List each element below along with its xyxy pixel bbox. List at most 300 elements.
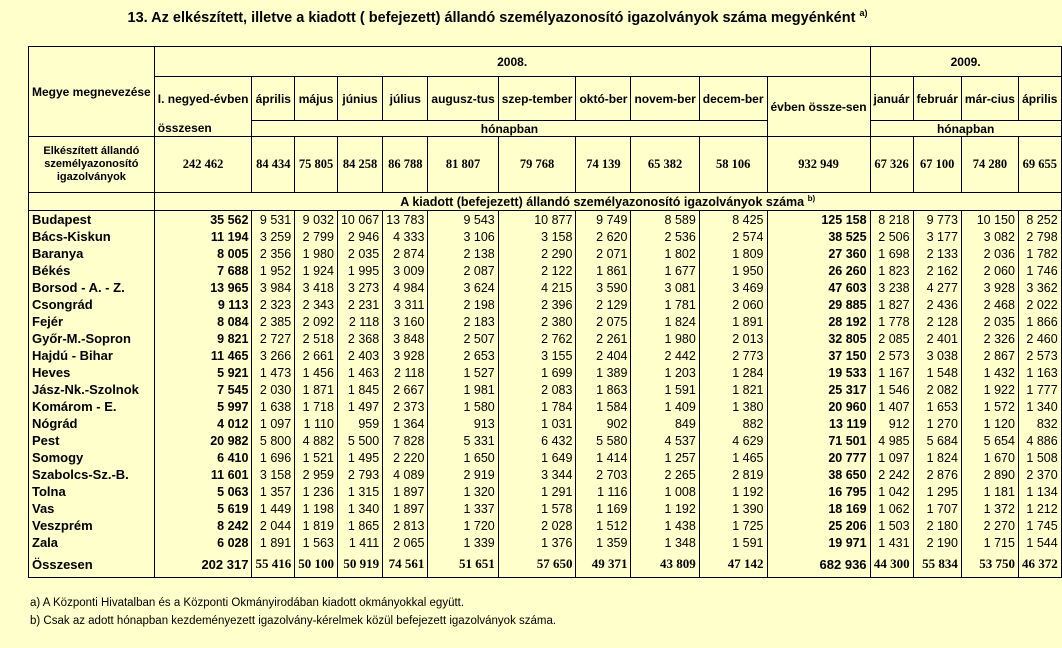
table-row [29, 500, 1062, 517]
cell-value: 4 215 [498, 279, 576, 296]
cell-value: 2 075 [576, 313, 631, 330]
cell-value: 1 653 [913, 398, 961, 415]
cell-value: 1 438 [631, 517, 699, 534]
cell-value: 3 624 [428, 279, 498, 296]
cell-value: 3 984 [252, 279, 295, 296]
cell-value: 19 533 [767, 364, 870, 381]
cell-value: 2 035 [337, 245, 382, 262]
cell-value: 1 465 [699, 449, 767, 466]
county-name: Csongrád [29, 296, 155, 313]
cell-value: 38 650 [767, 466, 870, 483]
cell-value: 2 060 [699, 296, 767, 313]
cell-value: 2 370 [1018, 466, 1061, 483]
cell-value: 38 525 [767, 228, 870, 245]
cell-value: 1 995 [337, 262, 382, 279]
cell-value: 1 591 [631, 381, 699, 398]
table-row [29, 262, 1062, 279]
cell-value: 1 389 [576, 364, 631, 381]
county-name: Békés [29, 262, 155, 279]
cell-value: 1 718 [295, 398, 338, 415]
table-row [29, 347, 1062, 364]
cell-value: 1 364 [383, 415, 428, 432]
cell-value: 1 284 [699, 364, 767, 381]
cell-value: 11 194 [154, 228, 252, 245]
cell-value: 3 155 [498, 347, 576, 364]
cell-value: 1 295 [913, 483, 961, 500]
cell-value: 1 495 [337, 449, 382, 466]
cell-value: 9 773 [913, 211, 961, 229]
cell-value: 2 385 [252, 313, 295, 330]
county-name: Budapest [29, 211, 155, 229]
cell-value: 1 407 [870, 398, 913, 415]
cell-value: 1 952 [252, 262, 295, 279]
col-header-2009: már-cius [961, 77, 1018, 121]
cell-value: 2 573 [1018, 347, 1061, 364]
cell-value: 3 106 [428, 228, 498, 245]
cell-value: 1 698 [870, 245, 913, 262]
cell-value: 2 083 [498, 381, 576, 398]
cell-value: 4 629 [699, 432, 767, 449]
cell-value: 2 518 [295, 330, 338, 347]
prepared-value: 74 280 [961, 137, 1018, 193]
cell-value: 1 823 [870, 262, 913, 279]
cell-value: 3 238 [870, 279, 913, 296]
prepared-value: 67 326 [870, 137, 913, 193]
cell-value: 1 372 [961, 500, 1018, 517]
cell-value: 13 965 [154, 279, 252, 296]
cell-value: 10 150 [961, 211, 1018, 229]
issued-heading [154, 193, 1061, 211]
cell-value: 2 092 [295, 313, 338, 330]
cell-value: 1 819 [295, 517, 338, 534]
cell-value: 2 573 [870, 347, 913, 364]
cell-value: 902 [576, 415, 631, 432]
cell-value: 2 028 [498, 517, 576, 534]
total-value: 55 416 [252, 551, 295, 578]
cell-value: 913 [428, 415, 498, 432]
cell-value: 1 891 [252, 534, 295, 551]
cell-value: 1 390 [699, 500, 767, 517]
cell-value: 1 203 [631, 364, 699, 381]
issued-footnote-mark: b) [807, 193, 816, 203]
cell-value: 1 456 [295, 364, 338, 381]
cell-value: 2 133 [913, 245, 961, 262]
cell-value: 1 824 [631, 313, 699, 330]
cell-value: 1 167 [870, 364, 913, 381]
total-value: 49 371 [576, 551, 631, 578]
cell-value: 71 501 [767, 432, 870, 449]
cell-value: 9 113 [154, 296, 252, 313]
cell-value: 8 084 [154, 313, 252, 330]
table-row [29, 313, 1062, 330]
cell-value: 5 580 [576, 432, 631, 449]
cell-value: 20 777 [767, 449, 870, 466]
cell-value: 3 158 [252, 466, 295, 483]
cell-value: 6 410 [154, 449, 252, 466]
cell-value: 5 921 [154, 364, 252, 381]
cell-value: 2 396 [498, 296, 576, 313]
cell-value: 26 260 [767, 262, 870, 279]
cell-value: 1 845 [337, 381, 382, 398]
cell-value: 1 163 [1018, 364, 1061, 381]
cell-value: 2 183 [428, 313, 498, 330]
cell-value: 4 537 [631, 432, 699, 449]
cell-value: 1 212 [1018, 500, 1061, 517]
cell-value: 4 277 [913, 279, 961, 296]
cell-value: 5 800 [252, 432, 295, 449]
cell-value: 1 777 [1018, 381, 1061, 398]
cell-value: 1 134 [1018, 483, 1061, 500]
cell-value: 2 261 [576, 330, 631, 347]
cell-value: 2 536 [631, 228, 699, 245]
cell-value: 2 404 [576, 347, 631, 364]
col-header-2009: január [870, 77, 913, 121]
total-value: 50 100 [295, 551, 338, 578]
cell-value: 3 469 [699, 279, 767, 296]
sum-label: összesen [154, 121, 252, 137]
col-header-2008: I. negyed-évben [154, 77, 252, 121]
cell-value: 1 340 [337, 500, 382, 517]
cell-value: 2 326 [961, 330, 1018, 347]
cell-value: 2 874 [383, 245, 428, 262]
total-value: 46 372 [1018, 551, 1061, 578]
col-header-2008: októ-ber [576, 77, 631, 121]
cell-value: 1 871 [295, 381, 338, 398]
county-name: Szabolcs-Sz.-B. [29, 466, 155, 483]
cell-value: 2 507 [428, 330, 498, 347]
cell-value: 3 928 [383, 347, 428, 364]
cell-value: 1 357 [252, 483, 295, 500]
cell-value: 2 653 [428, 347, 498, 364]
cell-value: 3 158 [498, 228, 576, 245]
total-row [29, 551, 1062, 578]
cell-value: 6 432 [498, 432, 576, 449]
cell-value: 2 071 [576, 245, 631, 262]
prepared-value: 65 382 [631, 137, 699, 193]
prepared-value: 84 258 [337, 137, 382, 193]
col-header-2008: novem-ber [631, 77, 699, 121]
cell-value: 1 781 [631, 296, 699, 313]
cell-value: 28 192 [767, 313, 870, 330]
prepared-value: 932 949 [767, 137, 870, 193]
total-value: 50 919 [337, 551, 382, 578]
cell-value: 1 198 [295, 500, 338, 517]
cell-value: 5 684 [913, 432, 961, 449]
cell-value: 35 562 [154, 211, 252, 229]
cell-value: 2 799 [295, 228, 338, 245]
county-name: Heves [29, 364, 155, 381]
cell-value: 1 649 [498, 449, 576, 466]
county-header: Megye megnevezése [29, 47, 155, 137]
cell-value: 3 266 [252, 347, 295, 364]
county-name: Zala [29, 534, 155, 551]
cell-value: 2 118 [337, 313, 382, 330]
cell-value: 8 242 [154, 517, 252, 534]
cell-value: 1 411 [337, 534, 382, 551]
cell-value: 1 572 [961, 398, 1018, 415]
cell-value: 3 928 [961, 279, 1018, 296]
county-name: Tolna [29, 483, 155, 500]
cell-value: 25 206 [767, 517, 870, 534]
cell-value: 1 337 [428, 500, 498, 517]
county-name: Vas [29, 500, 155, 517]
cell-value: 2 180 [913, 517, 961, 534]
cell-value: 8 252 [1018, 211, 1061, 229]
cell-value: 2 036 [961, 245, 1018, 262]
cell-value: 16 795 [767, 483, 870, 500]
col-header-2008: szep-tember [498, 77, 576, 121]
prepared-label: Elkészített állandó személyazonosító igazolványok [29, 137, 155, 193]
cell-value: 1 497 [337, 398, 382, 415]
cell-value: 1 431 [870, 534, 913, 551]
cell-value: 11 465 [154, 347, 252, 364]
cell-value: 2 128 [913, 313, 961, 330]
cell-value: 1 270 [913, 415, 961, 432]
cell-value: 1 463 [337, 364, 382, 381]
cell-value: 1 432 [961, 364, 1018, 381]
cell-value: 8 218 [870, 211, 913, 229]
cell-value: 1 320 [428, 483, 498, 500]
cell-value: 2 290 [498, 245, 576, 262]
year-2008-header: 2008. [154, 47, 870, 77]
cell-value: 4 012 [154, 415, 252, 432]
county-name: Veszprém [29, 517, 155, 534]
total-value: 44 300 [870, 551, 913, 578]
table-row [29, 398, 1062, 415]
table-row [29, 296, 1062, 313]
prepared-value: 75 805 [295, 137, 338, 193]
footnotes [30, 594, 556, 630]
cell-value: 3 418 [295, 279, 338, 296]
total-value: 55 834 [913, 551, 961, 578]
cell-value: 3 344 [498, 466, 576, 483]
cell-value: 1 897 [383, 500, 428, 517]
cell-value: 11 601 [154, 466, 252, 483]
cell-value: 37 150 [767, 347, 870, 364]
cell-value: 3 273 [337, 279, 382, 296]
prepared-value: 74 139 [576, 137, 631, 193]
cell-value: 1 699 [498, 364, 576, 381]
cell-value: 1 116 [576, 483, 631, 500]
cell-value: 1 042 [870, 483, 913, 500]
cell-value: 9 749 [576, 211, 631, 229]
title-text: 13. Az elkészített, illetve a kiadott ( befejezett) állandó személyazonosító igazolványok száma megyénként [127, 9, 856, 26]
cell-value: 1 891 [699, 313, 767, 330]
cell-value: 2 356 [252, 245, 295, 262]
table-row [29, 364, 1062, 381]
county-name: Somogy [29, 449, 155, 466]
cell-value: 1 291 [498, 483, 576, 500]
cell-value: 8 425 [699, 211, 767, 229]
prepared-value: 242 462 [154, 137, 252, 193]
cell-value: 5 063 [154, 483, 252, 500]
cell-value: 1 778 [870, 313, 913, 330]
cell-value: 125 158 [767, 211, 870, 229]
cell-value: 2 122 [498, 262, 576, 279]
cell-value: 3 848 [383, 330, 428, 347]
cell-value: 1 821 [699, 381, 767, 398]
cell-value: 1 508 [1018, 449, 1061, 466]
cell-value: 5 500 [337, 432, 382, 449]
cell-value: 1 548 [913, 364, 961, 381]
cell-value: 9 821 [154, 330, 252, 347]
cell-value: 1 897 [383, 483, 428, 500]
title-footnote-mark: a) [859, 8, 868, 18]
table-row [29, 534, 1062, 551]
cell-value: 1 563 [295, 534, 338, 551]
table-row [29, 381, 1062, 398]
cell-value: 1 784 [498, 398, 576, 415]
county-name: Győr-M.-Sopron [29, 330, 155, 347]
cell-value: 5 619 [154, 500, 252, 517]
col-header-2008: augusz-tus [428, 77, 498, 121]
cell-value: 27 360 [767, 245, 870, 262]
total-value: 74 561 [383, 551, 428, 578]
cell-value: 1 670 [961, 449, 1018, 466]
table-row [29, 432, 1062, 449]
monthly-label-2009: hónapban [870, 121, 1061, 137]
cell-value: 18 169 [767, 500, 870, 517]
cell-value: 7 545 [154, 381, 252, 398]
cell-value: 2 082 [913, 381, 961, 398]
cell-value: 3 038 [913, 347, 961, 364]
cell-value: 2 162 [913, 262, 961, 279]
cell-value: 1 922 [961, 381, 1018, 398]
cell-value: 13 783 [383, 211, 428, 229]
cell-value: 2 703 [576, 466, 631, 483]
cell-value: 9 531 [252, 211, 295, 229]
cell-value: 1 031 [498, 415, 576, 432]
cell-value: 2 946 [337, 228, 382, 245]
cell-value: 32 805 [767, 330, 870, 347]
cell-value: 1 340 [1018, 398, 1061, 415]
cell-value: 7 688 [154, 262, 252, 279]
cell-value: 47 603 [767, 279, 870, 296]
cell-value: 2 060 [961, 262, 1018, 279]
county-name: Nógrád [29, 415, 155, 432]
table-row [29, 245, 1062, 262]
prepared-value: 79 768 [498, 137, 576, 193]
cell-value: 1 257 [631, 449, 699, 466]
cell-value: 1 802 [631, 245, 699, 262]
cell-value: 2 506 [870, 228, 913, 245]
county-name: Hajdú - Bihar [29, 347, 155, 364]
table-row [29, 517, 1062, 534]
total-label: Összesen [29, 551, 155, 578]
cell-value: 4 886 [1018, 432, 1061, 449]
col-header-2008: július [383, 77, 428, 121]
cell-value: 1 865 [337, 517, 382, 534]
footnote-b: b) Csak az adott hónapban kezdeményezett igazolvány-kérelmek közül befejezett igazolványok száma. [30, 615, 557, 627]
cell-value: 7 828 [383, 432, 428, 449]
cell-value: 1 008 [631, 483, 699, 500]
cell-value: 849 [631, 415, 699, 432]
cell-value: 4 985 [870, 432, 913, 449]
col-header-2008: június [337, 77, 382, 121]
cell-value: 1 449 [252, 500, 295, 517]
cell-value: 1 720 [428, 517, 498, 534]
cell-value: 4 089 [383, 466, 428, 483]
prepared-value: 84 434 [252, 137, 295, 193]
cell-value: 5 331 [428, 432, 498, 449]
cell-value: 2 220 [383, 449, 428, 466]
cell-value: 1 715 [961, 534, 1018, 551]
table-row [29, 211, 1062, 229]
data-table [28, 46, 1062, 578]
cell-value: 2 035 [961, 313, 1018, 330]
cell-value: 2 129 [576, 296, 631, 313]
col-header-year-total: évben össze-sen [767, 77, 870, 137]
cell-value: 9 032 [295, 211, 338, 229]
cell-value: 1 782 [1018, 245, 1061, 262]
cell-value: 2 436 [913, 296, 961, 313]
table-row [29, 330, 1062, 347]
cell-value: 3 311 [383, 296, 428, 313]
cell-value: 1 236 [295, 483, 338, 500]
cell-value: 2 030 [252, 381, 295, 398]
cell-value: 3 177 [913, 228, 961, 245]
cell-value: 10 067 [337, 211, 382, 229]
cell-value: 2 403 [337, 347, 382, 364]
cell-value: 1 863 [576, 381, 631, 398]
cell-value: 2 044 [252, 517, 295, 534]
cell-value: 9 543 [428, 211, 498, 229]
cell-value: 1 521 [295, 449, 338, 466]
cell-value: 25 317 [767, 381, 870, 398]
cell-value: 2 380 [498, 313, 576, 330]
total-value: 47 142 [699, 551, 767, 578]
col-header-2008: április [252, 77, 295, 121]
issued-heading-spacer [29, 193, 155, 211]
cell-value: 2 065 [383, 534, 428, 551]
cell-value: 1 380 [699, 398, 767, 415]
prepared-value: 58 106 [699, 137, 767, 193]
cell-value: 29 885 [767, 296, 870, 313]
cell-value: 3 081 [631, 279, 699, 296]
cell-value: 20 982 [154, 432, 252, 449]
cell-value: 1 980 [295, 245, 338, 262]
cell-value: 8 589 [631, 211, 699, 229]
col-header-2008: május [295, 77, 338, 121]
prepared-value: 69 655 [1018, 137, 1061, 193]
cell-value: 1 192 [631, 500, 699, 517]
page-title [0, 8, 995, 26]
cell-value: 2 667 [383, 381, 428, 398]
cell-value: 3 590 [576, 279, 631, 296]
footnote-a: a) A Központi Hivatalban és a Központi Okmányirodában kiadott okmányokkal együtt. [30, 597, 465, 609]
cell-value: 2 574 [699, 228, 767, 245]
cell-value: 1 097 [252, 415, 295, 432]
cell-value: 1 169 [576, 500, 631, 517]
cell-value: 2 118 [383, 364, 428, 381]
cell-value: 2 890 [961, 466, 1018, 483]
cell-value: 2 460 [1018, 330, 1061, 347]
cell-value: 2 085 [870, 330, 913, 347]
cell-value: 1 827 [870, 296, 913, 313]
cell-value: 2 270 [961, 517, 1018, 534]
table-row [29, 466, 1062, 483]
cell-value: 2 773 [699, 347, 767, 364]
cell-value: 5 654 [961, 432, 1018, 449]
cell-value: 912 [870, 415, 913, 432]
cell-value: 2 793 [337, 466, 382, 483]
cell-value: 1 110 [295, 415, 338, 432]
cell-value: 10 877 [498, 211, 576, 229]
cell-value: 1 414 [576, 449, 631, 466]
cell-value: 1 696 [252, 449, 295, 466]
cell-value: 1 981 [428, 381, 498, 398]
cell-value: 1 950 [699, 262, 767, 279]
